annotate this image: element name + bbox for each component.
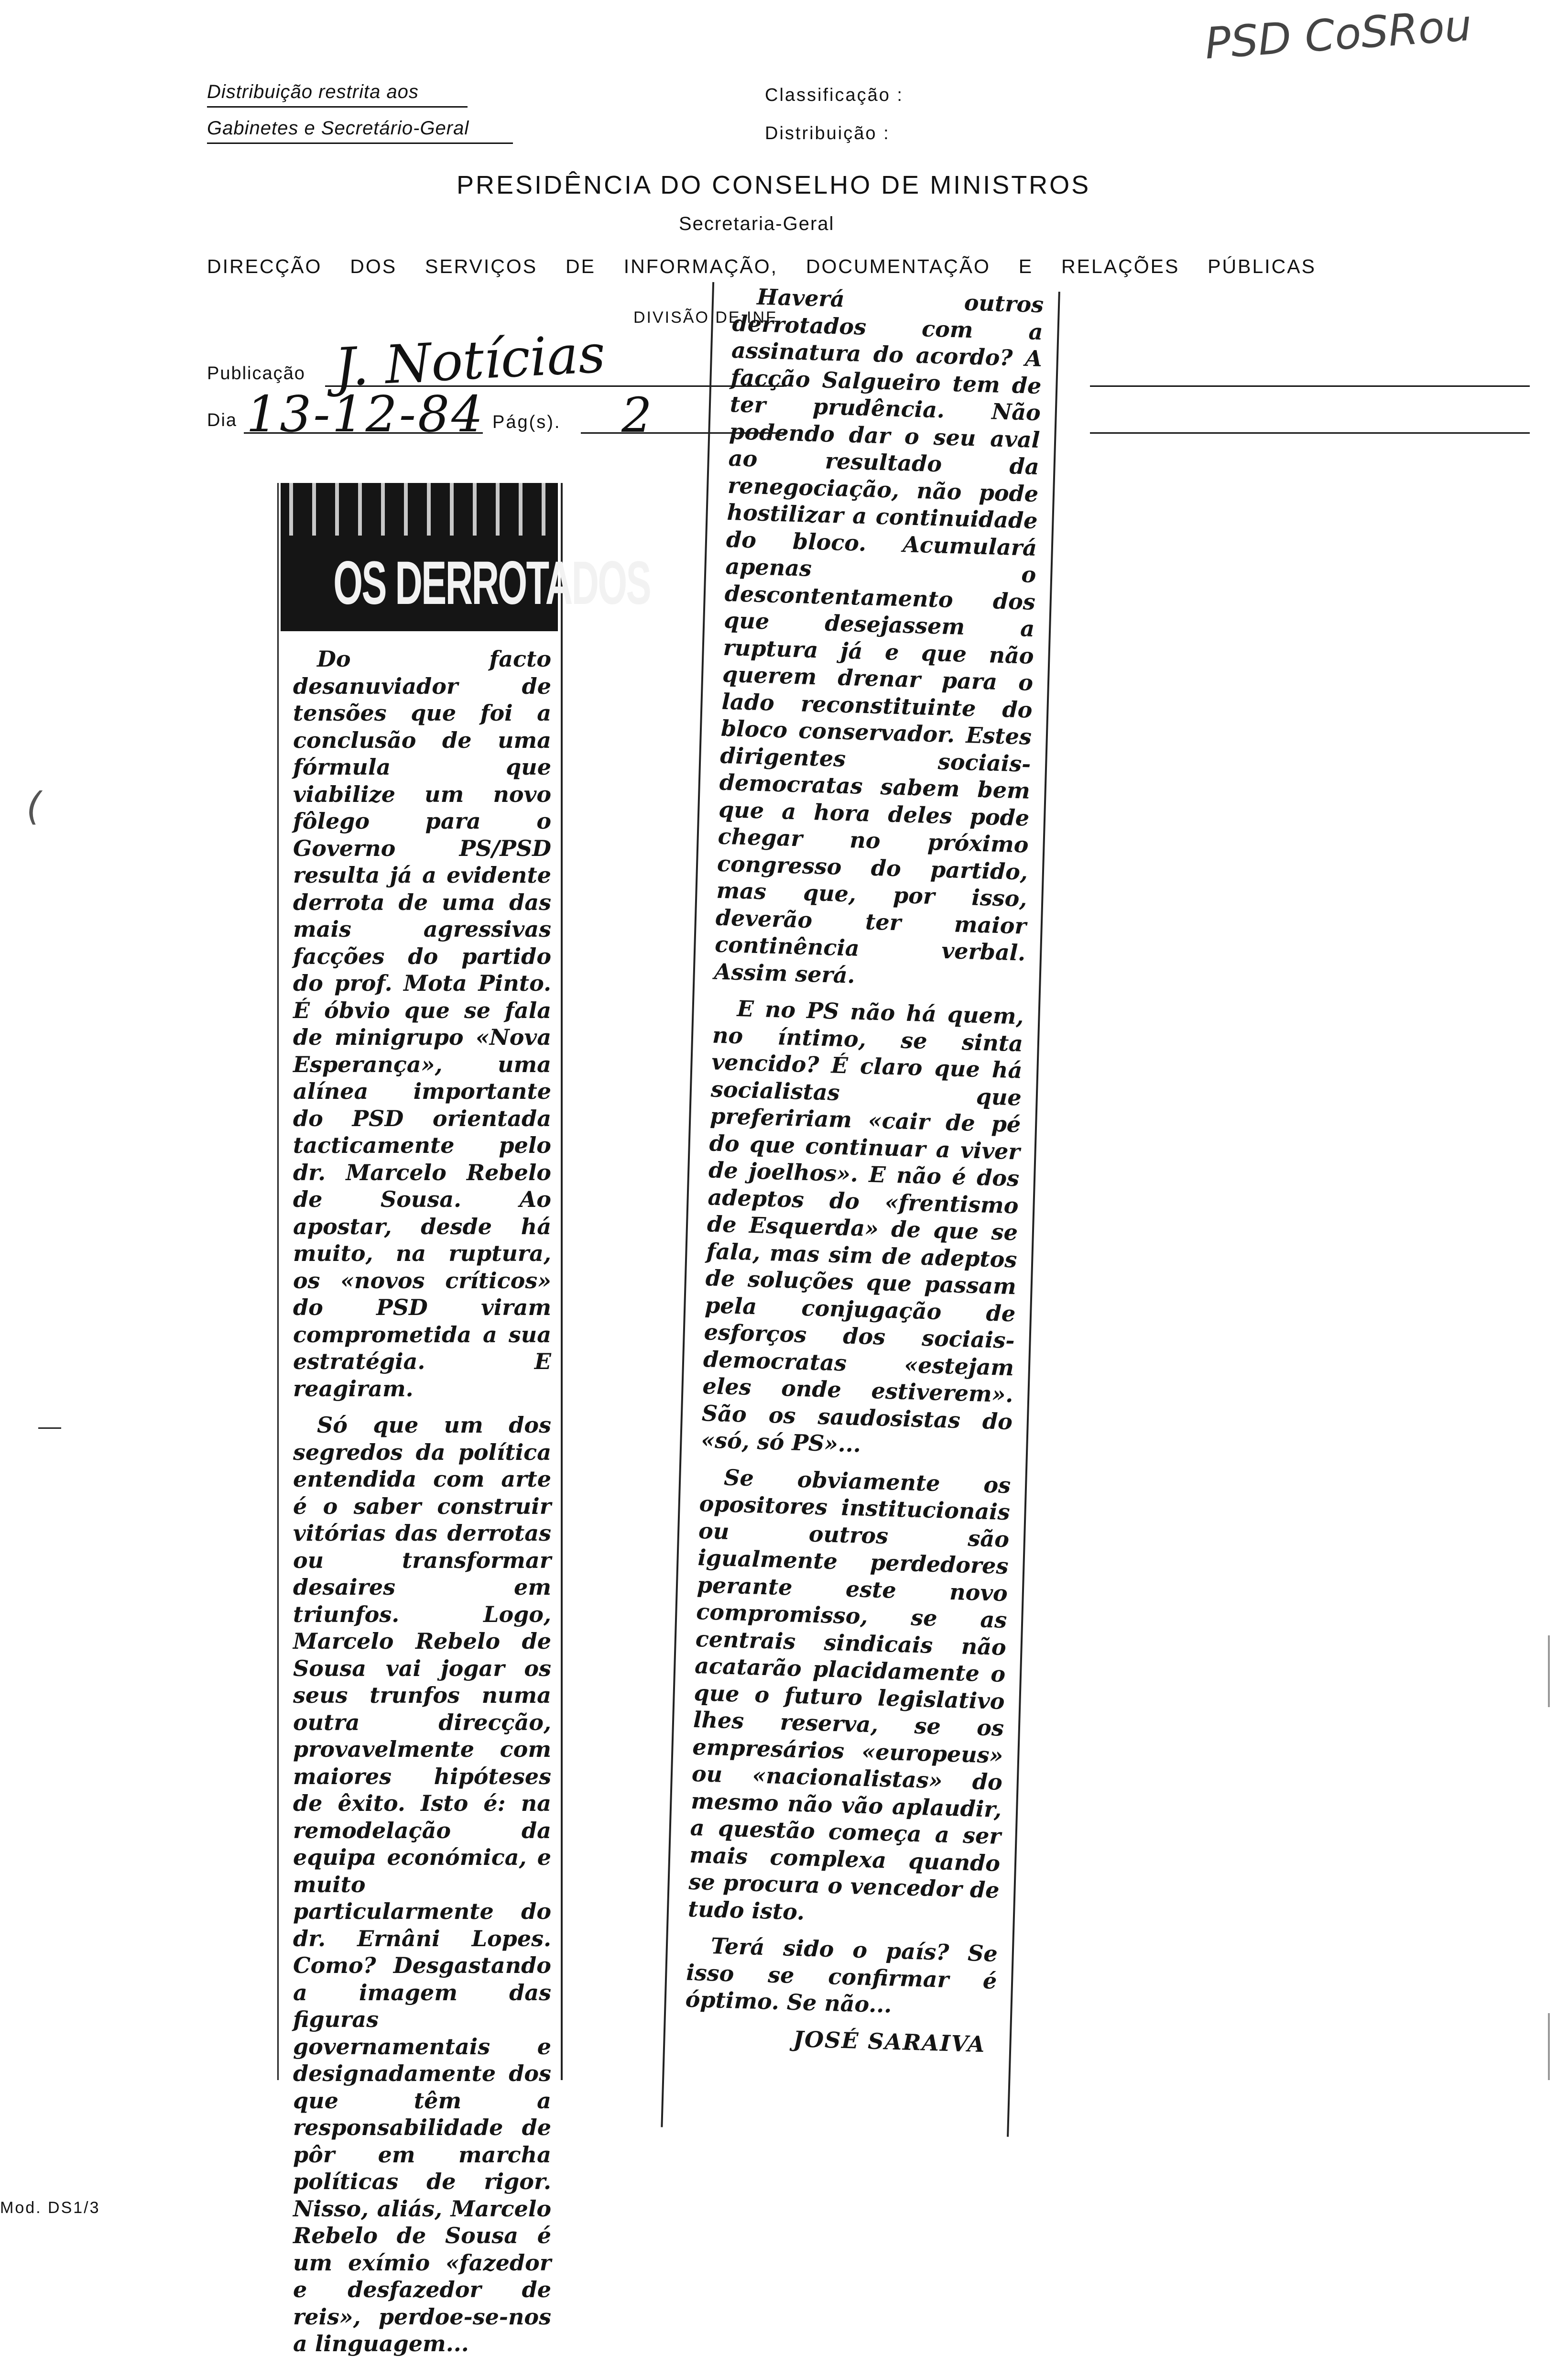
directorate-line [207,255,1316,278]
form-code: Mod. DS1/3 [0,2199,100,2217]
day-handwritten: 13-12-84 [246,385,485,443]
directorate-word: DOCUMENTAÇÃO [806,255,991,277]
directorate-word: E [1018,255,1034,277]
classification-label: Classificação : [765,85,904,105]
right-column-text [684,283,1044,2058]
day-line-right [1090,432,1530,434]
left-paragraph: Só que um dos segredos da política entendida com arte é o saber construir vitórias das derrotas ou transformar desaires em triunfos. Logo, Marcelo Rebelo de Sousa vai jogar os seus trunfos numa outra direcção, provavelmente com maiores hipóteses de êxito. Isto é: na remodelação da equipa económica, e muito particularmente do dr. Ernâni Lopes. Como? Desgastando a imagem das figuras governamentais e designadamente dos que têm a responsabilidade de pôr em marcha políticas de rigor. Nisso, aliás, Marcelo Rebelo de Sousa é um exímio «fazedor e desfazedor de reis», perdoe-se-nos a linguagem... [293,1412,551,2356]
right-paragraph: E no PS não há quem, no íntimo, se sinta vencido? É claro que há socialistas que prefeririam «cair de pé do que continuar a viver de joelhos». E não é dos adeptos do «frentismo de Esquerda» de que se fala, mas sim de adeptos de soluções que passam pela conjugação de esforços dos sociais-democratas «estejam eles onde estiverem». São os saudosistas do «só, só PS»... [700,995,1024,1457]
underline-2 [207,142,513,144]
left-column-text [293,646,551,2367]
publication-handwritten: J. Notícias [333,323,607,398]
article-clipping-left [277,483,651,2356]
publication-line-right [1090,385,1530,387]
right-paragraph: Se obviamente os opositores institucionais ou outros são igualmente perdedores perante este novo compromisso, se as centrais sindicais não acatarão placidamente o que o futuro legislativo lhes reserva, se os empresários «europeus» ou «nacionalistas» do mesmo não vão aplaudir, a questão começa a ser mais complexa quando se procura o vencedor de tudo isto. [687,1464,1011,1925]
day-label: Dia [207,410,238,430]
directorate-word: DIRECÇÃO [207,255,322,277]
author-signature: JOSÉ SARAIVA [793,2026,986,2057]
pencil-annotation: PSD CoSRou [1203,0,1473,69]
pages-label: Pág(s). [492,412,561,432]
right-paragraph: Haverá outros derrotados com a assinatura do acordo? A facção Salgueiro tem de ter prudência. Não podendo dar o seu aval ao resultado da renegociação, não pode hostilizar a continuidade do bloco. Acumulará apenas o descontentamento dos que desejassem a ruptura já e que não querem drenar para o lado reconstituinte do bloco conservador. Estes dirigentes sociais-democratas sabem bem que a hora deles pode chegar no próximo congresso do partido, mas que, por isso, deverão ter maior continência verbal. Assim será. [714,284,1044,988]
distribution-restricted-line1: Distribuição restrita aos [207,81,419,102]
distribution-restricted-line2: Gabinetes e Secretário-Geral [207,118,469,139]
scan-mark-edge [1548,2013,1550,2080]
masthead-title: OS DERROTADOS [333,549,651,617]
directorate-word: INFORMAÇÃO, [623,255,778,277]
distribution-label: Distribuição : [765,123,890,143]
directorate-word: DOS [350,255,397,277]
scan-mark-dash [38,1427,61,1429]
left-paragraph: Do facto desanuviador de tensões que foi a conclusão de uma fórmula que viabilize um novo fôlego para o Governo PS/PSD resulta já a evidente derrota de uma das mais agressivas facções do partido do prof. Mota Pinto. É óbvio que se fala de minigrupo «Nova Esperança», uma alínea importante do PSD orientada tacticamente pelo dr. Marcelo Rebelo de Sousa. Ao apostar, desde há muito, na ruptura, os «novos críticos» do PSD viram comprometida a sua estratégia. E reagiram. [293,646,551,1402]
underline-1 [207,106,468,108]
division-label: DIVISÃO DE INF [633,308,777,327]
publication-label: Publicação [207,363,305,384]
masthead-texture [281,483,558,536]
pages-handwritten: 2 [621,387,652,443]
article-masthead [281,483,651,631]
directorate-word: RELAÇÕES [1061,255,1180,277]
article-clipping-right [661,282,1060,2137]
directorate-word: DE [565,255,596,277]
scan-mark-edge [1548,1635,1550,1707]
directorate-word: PÚBLICAS [1208,255,1316,277]
directorate-word: SERVIÇOS [425,255,538,277]
institution-title: PRESIDÊNCIA DO CONSELHO DE MINISTROS [457,171,1091,199]
scan-mark-paren: ( [26,784,42,829]
secretariat-subtitle: Secretaria-Geral [679,213,835,234]
right-paragraph: Terá sido o país? Se isso se confirmar é óptimo. Se não... [685,1933,998,2018]
